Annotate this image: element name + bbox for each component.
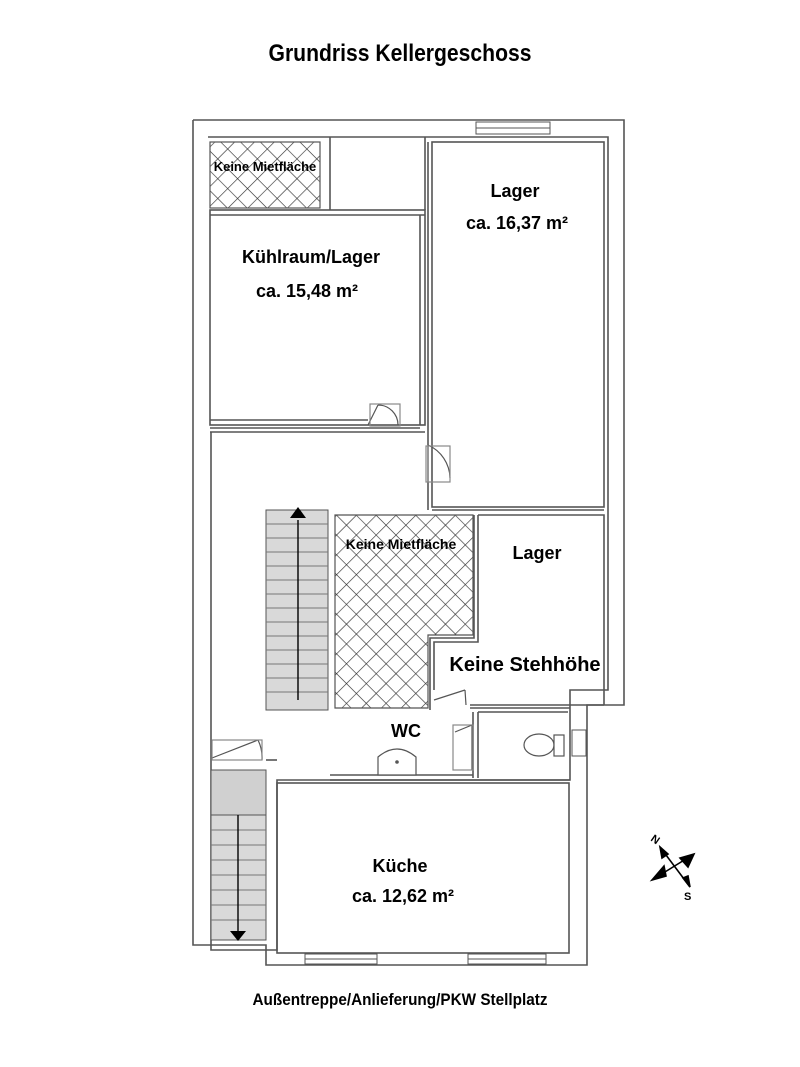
hatched-area-top <box>210 142 320 208</box>
label-keine-stehhoehe: Keine Stehhöhe <box>449 654 601 676</box>
label-kuehlraum-area: ca. 15,48 m² <box>255 281 359 301</box>
stairs-outer <box>211 770 266 941</box>
toilet-icon <box>524 734 564 756</box>
compass-north-label: N <box>648 832 662 848</box>
stairs-inner <box>266 507 328 710</box>
label-keine-mietflaeche-mid: Keine Mietfläche <box>345 536 457 552</box>
label-lager-top-name: Lager <box>490 181 540 201</box>
label-kuehlraum-name: Kühlraum/Lager <box>241 247 381 267</box>
compass-south-label: S <box>684 891 692 903</box>
label-kueche-name: Küche <box>372 856 428 876</box>
label-lager-mid-name: Lager <box>512 543 562 563</box>
page-title: Grundriss Kellergeschoss <box>268 40 532 67</box>
label-keine-mietflaeche-top: Keine Mietfläche <box>213 159 317 174</box>
compass-icon <box>652 847 694 887</box>
sink-icon <box>378 749 416 775</box>
label-kueche-area: ca. 12,62 m² <box>351 886 455 906</box>
label-wc: WC <box>391 721 421 741</box>
label-lager-top-area: ca. 16,37 m² <box>465 213 569 233</box>
footer-caption: Außentreppe/Anlieferung/PKW Stellplatz <box>252 990 548 1009</box>
